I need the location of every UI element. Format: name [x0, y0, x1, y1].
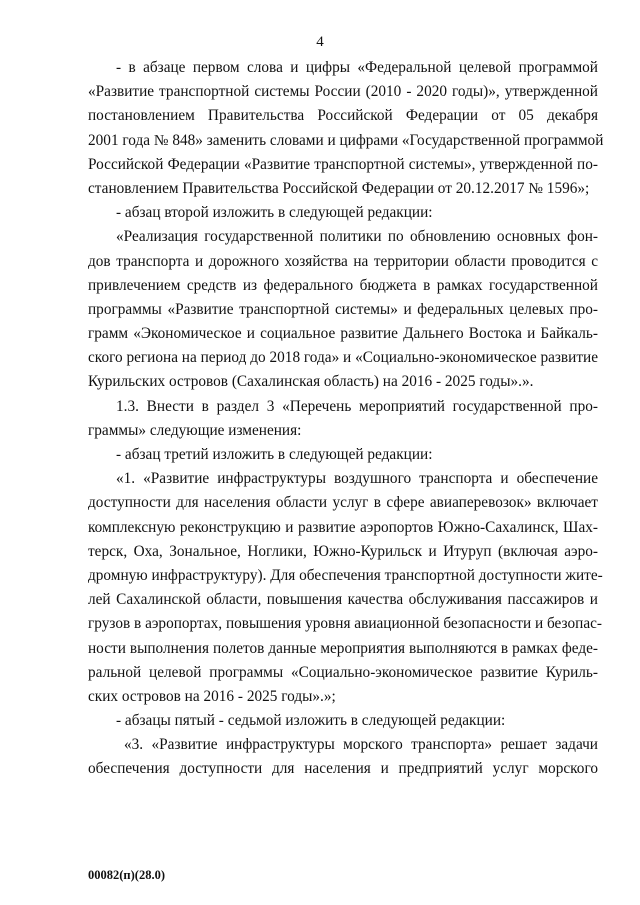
document-body	[88, 56, 604, 782]
text-line: лей Сахалинской области, повышения качества обслуживания пассажиров и	[88, 591, 598, 609]
text-line: ского региона на период до 2018 года» и «Социально-экономическое развитие	[88, 349, 598, 367]
text-line: программы «Развитие транспортной системы» и федеральных целевых про-	[88, 300, 598, 318]
page-number: 4	[316, 34, 324, 50]
text-line: граммы» следующие изменения:	[88, 421, 302, 439]
text-line: - абзац третий изложить в следующей редакции:	[116, 446, 433, 463]
text-line: «3. «Развитие инфраструктуры морского транспорта» решает задачи	[124, 736, 598, 754]
text-line: - абзацы пятый - седьмой изложить в следующей редакции:	[116, 712, 506, 730]
text-line: «Развитие транспортной системы России (2010 - 2020 годы)», утвержденной	[88, 83, 598, 101]
text-line: дов транспорта и дорожного хозяйства на территории области проводится с	[88, 252, 598, 270]
text-line: Курильских островов (Сахалинская область) на 2016 - 2025 годы».».	[88, 373, 534, 391]
text-line: 2001 года № 848» заменить словами и цифрами «Государственной программой	[88, 131, 604, 149]
text-line: ральной целевой программы «Социально-экономическое развитие Куриль-	[88, 663, 598, 681]
text-line: ских островов на 2016 - 2025 годы».»;	[88, 687, 336, 705]
text-line: - абзац второй изложить в следующей редакции:	[116, 204, 433, 222]
text-line: постановлением Правительства Российской Федерации от 05 декабря	[88, 107, 598, 125]
text-line: терск, Оха, Зональное, Ноглики, Южно-Курильск и Итуруп (включая аэро-	[88, 542, 598, 560]
text-line: грамм «Экономическое и социальное развитие Дальнего Востока и Байкаль-	[88, 325, 598, 343]
text-line: ности выполнения полетов данные мероприятия выполняются в рамках феде-	[88, 639, 598, 657]
text-line: дромную инфраструктуру). Для обеспечения транспортной доступности жите-	[88, 566, 603, 584]
text-line: Российской Федерации «Развитие транспортной системы», утвержденной по-	[88, 155, 598, 173]
document-code: 00082(п)(28.0)	[88, 868, 165, 882]
text-line: «1. «Развитие инфраструктуры воздушного транспорта и обеспечение	[116, 470, 598, 488]
text-line: грузов в аэропортах, повышения уровня авиационной безопасности и безопас-	[88, 615, 602, 633]
text-line: обеспечения доступности для населения и предприятий услуг морского	[88, 760, 598, 778]
text-line: становлением Правительства Российской Федерации от 20.12.2017 № 1596»;	[88, 179, 590, 197]
text-line: «Реализация государственной политики по обновлению основных фон-	[116, 228, 598, 246]
text-line: комплексную реконструкцию и развитие аэропортов Южно-Сахалинск, Шах-	[88, 518, 598, 536]
text-line: 1.3. Внести в раздел 3 «Перечень мероприятий государственной про-	[116, 397, 598, 415]
text-line: доступности для населения области услуг в сфере авиаперевозок» включает	[88, 494, 598, 512]
text-line: - в абзаце первом слова и цифры «Федеральной целевой программой	[116, 59, 598, 76]
text-line: привлечением средств из федерального бюджета в рамках государственной	[88, 276, 598, 294]
